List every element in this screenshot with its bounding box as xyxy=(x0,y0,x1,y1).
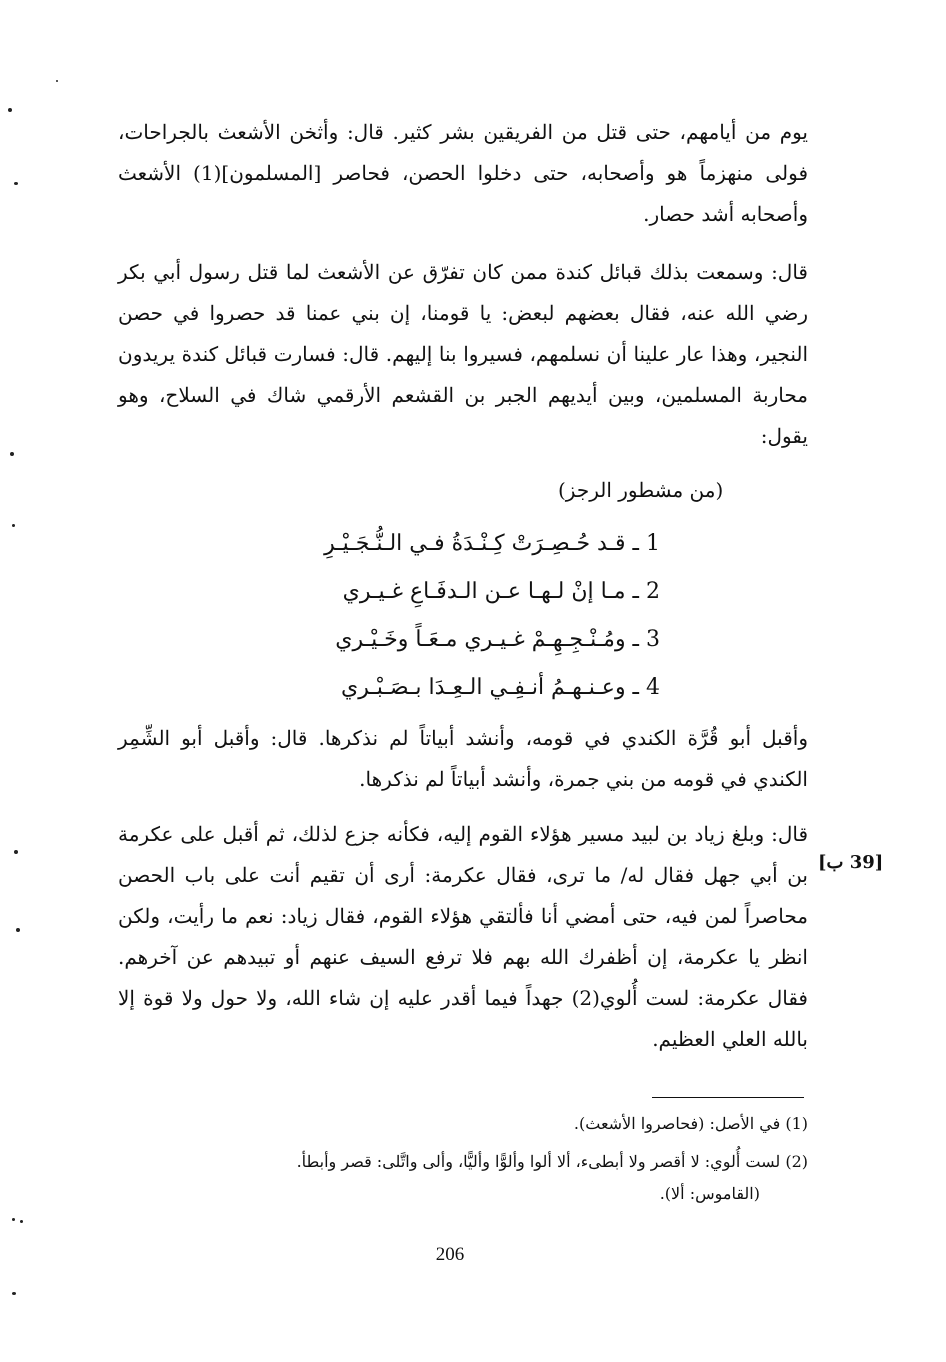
scan-speck xyxy=(12,524,15,527)
paragraph-2: قال: وسمعت بذلك قبائل كندة ممن كان تفرّق عن الأشعث لما قتل رسول أبي بكر رضي الله عنه، فقال بعضهم لبعض: يا قومنا، إن بني عمنا قد حصروا في حصن النجير، وهذا عار علينا أن نسلمهم، فسيروا بنا إليهم. قال: فسارت قبائل كندة يريدون محاربة المسلمين، وبين أيديهم الجبر بن القشعم الأرقمي شاك في السلاح، وهو يقول: xyxy=(118,260,808,448)
scan-speck xyxy=(20,1220,23,1223)
poem-meter-label: (من مشطور الرجز) xyxy=(558,478,724,502)
scan-speck xyxy=(16,928,20,932)
paragraph-4: قال: وبلغ زياد بن لبيد مسير هؤلاء القوم إليه، فكأنه جزع لذلك، ثم أقبل على عكرمة بن أبي جهل فقال له/ ما ترى، فقال عكرمة: أرى أن تقيم أنت على باب الحصن محاصراً لمن فيه، حتى أمضي أنا فألتقي هؤلاء القوم، فقال زياد: نعم ما رأيت، ولكن انظر يا عكرمة، إن أظفرك الله بهم فلا ترفع السيف عنهم أو تبيدهم عن آخرهم. فقال عكرمة: لست أُلوي(2) جهداً فيما أقدر عليه إن شاء الله، ولا حول ولا قوة إلا بالله العلي العظيم. xyxy=(118,822,808,1051)
poem-verse-4: 4 ـ وعـنـهـمُ أنـفِـي الـعِـدَا بـصَـبْـري xyxy=(340,675,660,700)
scan-speck xyxy=(56,80,58,82)
footnote-2-continuation: (القاموس: ألا). xyxy=(659,1184,760,1203)
scan-speck xyxy=(12,1218,15,1221)
paragraph-1: يوم من أيامهم، حتى قتل من الفريقين بشر كثير. قال: وأثخن الأشعث بالجراحات، فولى منهزماً هو وأصحابه، حتى دخلوا الحصن، فحاصر [المسلمون](1) الأشعث وأصحابه أشد حصار. xyxy=(118,120,809,226)
manuscript-folio-marker: [39 ب] xyxy=(818,852,884,873)
scan-speck xyxy=(12,1292,16,1295)
page-number: 206 xyxy=(435,1244,465,1265)
paragraph-3: وأقبل أبو قُرَّة الكندي في قومه، وأنشد أبياتاً لم نذكرها. قال: وأقبل أبو الشِّمِر الكندي في قومه من بني جمرة، وأنشد أبياتاً لم نذكرها. xyxy=(118,726,808,791)
poem-verse-2: 2 ـ مـا إنْ لـهـا عـن الـدفَـاعِ غـيـري xyxy=(342,579,660,604)
poem-verse-3: 3 ـ ومُـنْـجِـهِـمْ غـيـري مـعَـاً وخَـيْـري xyxy=(335,627,660,652)
footnote-separator xyxy=(652,1097,804,1098)
scan-speck xyxy=(14,850,18,854)
scan-speck xyxy=(8,108,12,112)
poem-verse-1: 1 ـ قـد حُـصِـرَتْ كِـنْـدَةُ فـي الـنُّـجَـيْـرِ xyxy=(324,531,660,556)
scan-speck xyxy=(14,182,18,185)
footnote-1: (1) في الأصل: (فحاصروا الأشعث). xyxy=(573,1114,808,1133)
footnote-2: (2) لست أُلوي: لا أقصر ولا أبطىء، ألا ألوا وألوًّا وأليًّا، وألى واتَّلى: قصر وأبطأ. xyxy=(296,1152,808,1171)
scan-speck xyxy=(10,452,14,456)
